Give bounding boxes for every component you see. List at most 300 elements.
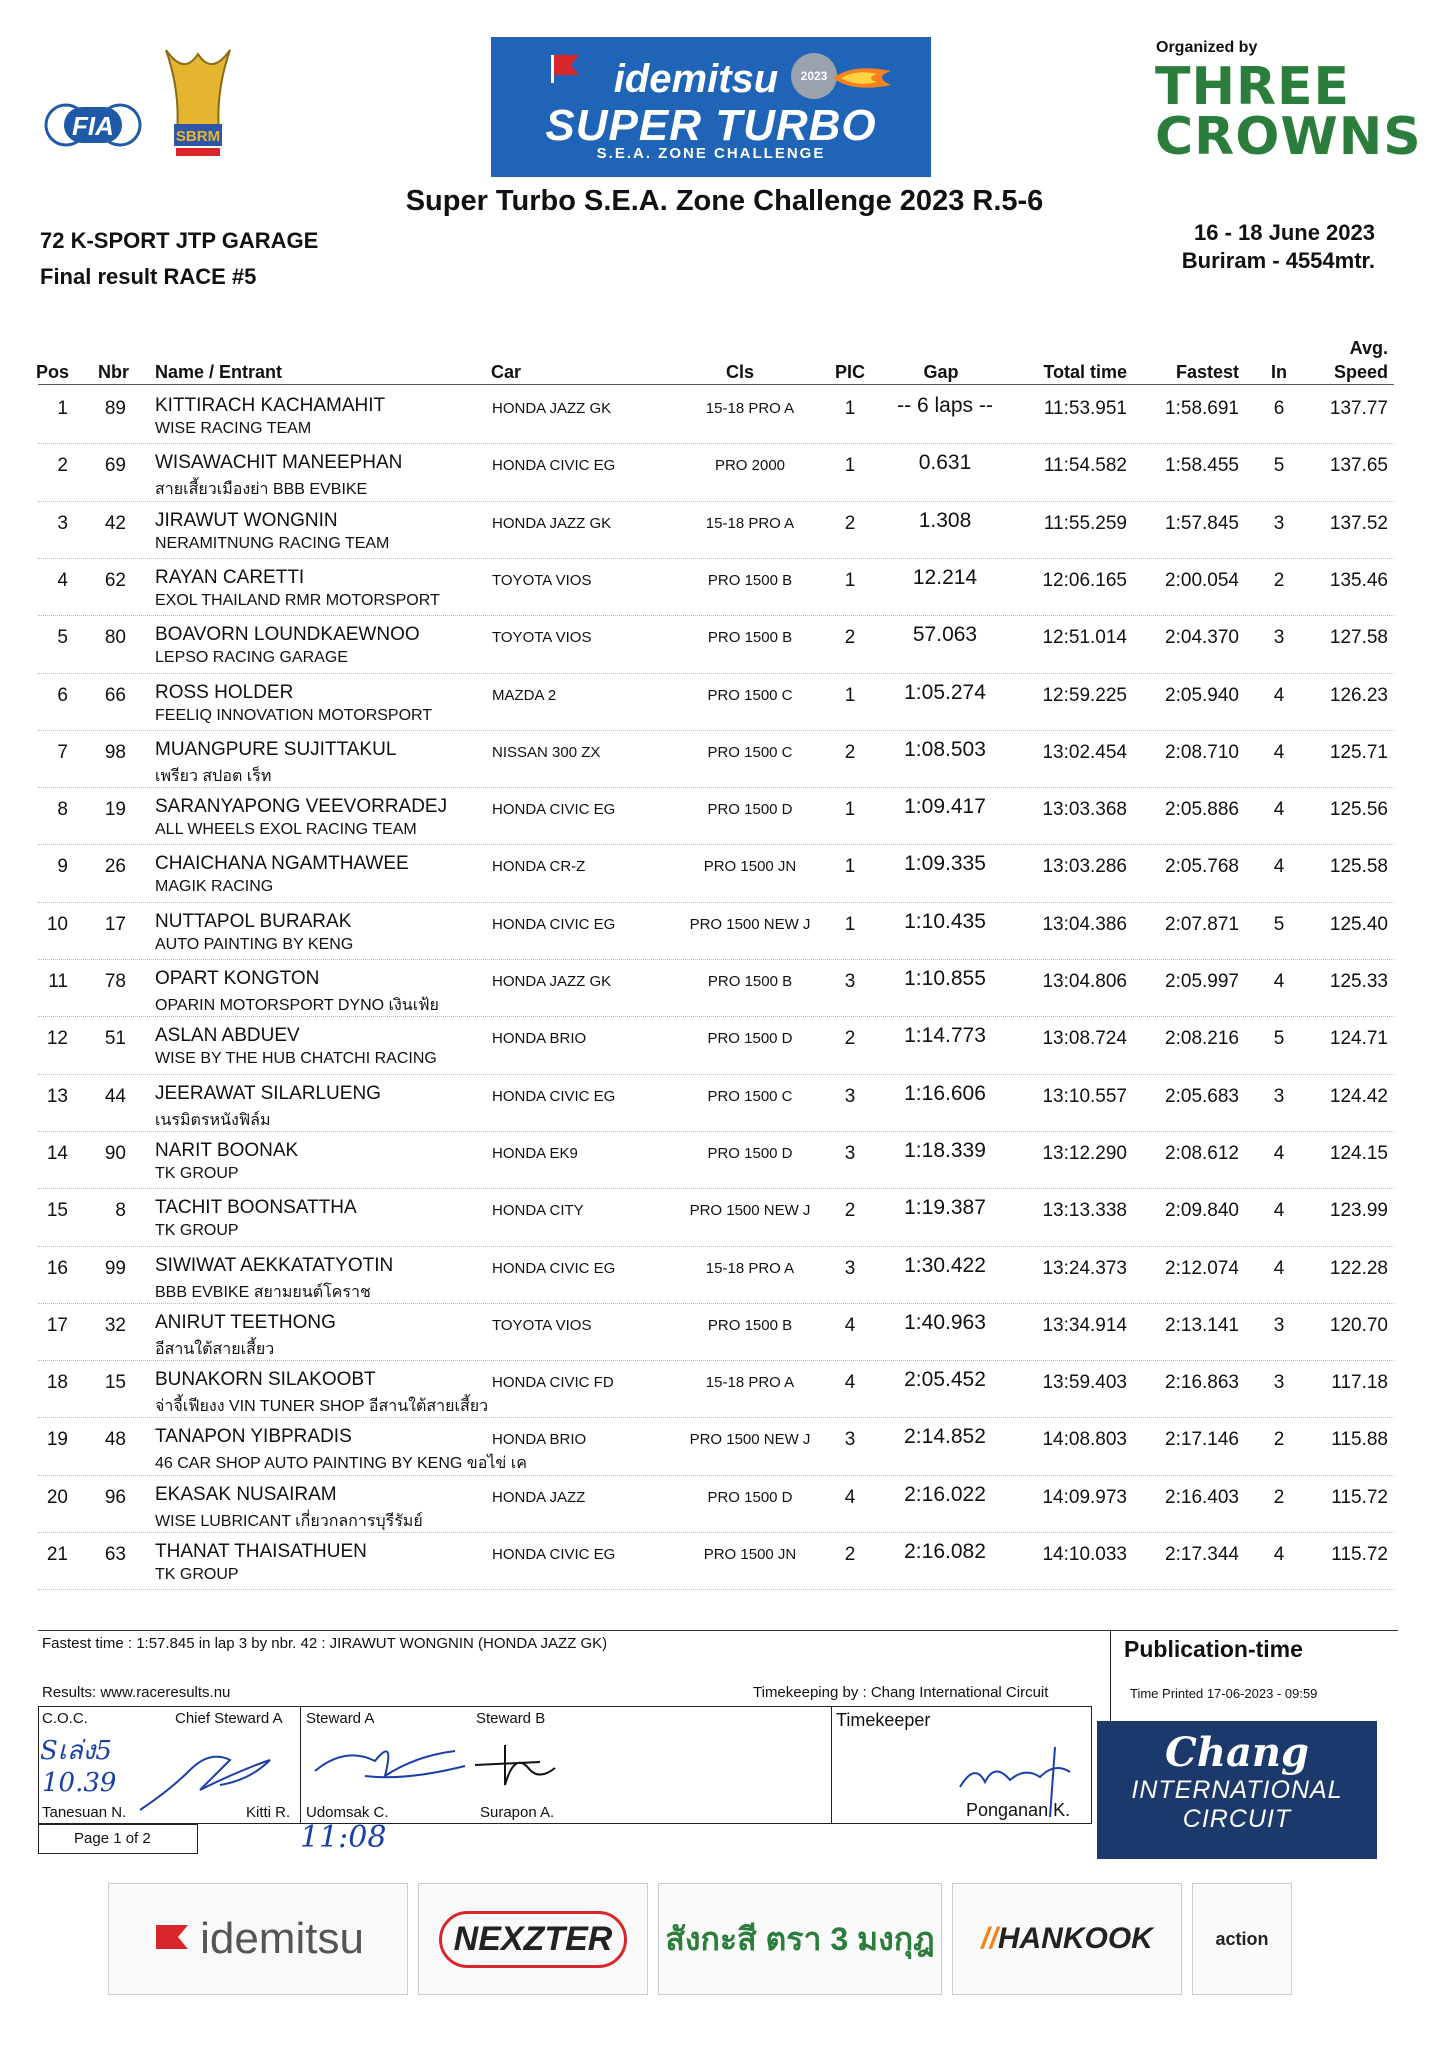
cell-nbr: 66 — [104, 684, 126, 706]
page-number: Page 1 of 2 — [74, 1830, 151, 1847]
cell-pos: 20 — [46, 1486, 68, 1508]
cell-speed: 124.71 — [1329, 1028, 1388, 1050]
cell-cls: PRO 1500 D — [707, 1488, 793, 1506]
cell-speed: 125.40 — [1329, 913, 1388, 935]
cell-pic: 2 — [844, 741, 856, 763]
row-divider — [38, 1360, 1394, 1361]
cell-entrant: TK GROUP — [155, 1164, 239, 1182]
cell-pic: 4 — [844, 1372, 856, 1394]
cell-car: HONDA CIVIC EG — [492, 1087, 616, 1105]
sponsor-three-crowns-zinc: สังกะสี ตรา 3 มงกุฎ — [658, 1883, 942, 1995]
cell-in: 5 — [1273, 455, 1285, 477]
cell-cls: PRO 2000 — [714, 457, 786, 475]
cell-car: MAZDA 2 — [492, 686, 557, 704]
cell-in: 4 — [1273, 1257, 1285, 1279]
fastest-time-note: Fastest time : 1:57.845 in lap 3 by nbr. 42 : JIRAWUT WONGNIN (HONDA JAZZ GK) — [42, 1635, 608, 1652]
col-car: Car — [491, 362, 522, 382]
three-crowns-logo: THREE CROWNS — [1155, 57, 1422, 167]
row-divider — [38, 1417, 1394, 1418]
cell-name: BOAVORN LOUNDKAEWNOO — [155, 624, 420, 646]
cell-gap: 2:05.452 — [904, 1368, 986, 1392]
cell-in: 3 — [1273, 1372, 1285, 1394]
cell-name: SIWIWAT AEKKATATYOTIN — [155, 1254, 394, 1276]
sponsor-nexzter: NEXZTER — [418, 1883, 648, 1995]
row-divider — [38, 1131, 1394, 1132]
cell-speed: 115.72 — [1331, 1544, 1388, 1565]
cell-in: 2 — [1273, 1429, 1285, 1451]
cell-pic: 1 — [844, 455, 856, 477]
cell-pos: 10 — [46, 913, 68, 935]
steward-b-name: Surapon A. — [480, 1804, 555, 1821]
cell-name: WISAWACHIT MANEEPHAN — [155, 452, 403, 474]
coc-label: C.O.C. — [42, 1710, 88, 1727]
cell-gap: 2:16.022 — [904, 1482, 986, 1506]
cell-pos: 13 — [46, 1085, 68, 1107]
cell-cls: PRO 1500 D — [707, 1030, 793, 1048]
cell-speed: 137.52 — [1329, 512, 1388, 534]
cell-total: 11:55.259 — [1043, 512, 1127, 534]
cell-in: 4 — [1273, 684, 1285, 706]
cell-gap: 1.308 — [918, 508, 972, 532]
cell-fastest: 2:08.710 — [1165, 741, 1239, 763]
cell-nbr: 98 — [104, 741, 126, 763]
super-turbo-banner — [491, 37, 931, 177]
entrant-title: 72 K-SPORT JTP GARAGE — [40, 228, 319, 253]
cell-car: HONDA JAZZ GK — [492, 514, 612, 532]
cell-total: 12:59.225 — [1042, 684, 1127, 706]
cell-entrant: อีสานใต้สายเสี้ยว — [155, 1340, 275, 1358]
cell-name: ASLAN ABDUEV — [155, 1025, 300, 1047]
cell-speed: 137.65 — [1329, 455, 1388, 477]
cell-total: 13:59.403 — [1042, 1372, 1127, 1394]
cell-car: HONDA BRIO — [492, 1030, 587, 1048]
row-divider — [38, 558, 1394, 559]
col-speed: Speed — [1333, 362, 1388, 382]
cell-name: RAYAN CARETTI — [155, 566, 305, 588]
cell-speed: 125.71 — [1329, 741, 1388, 763]
cell-pic: 3 — [844, 1257, 856, 1279]
cell-fastest: 1:58.691 — [1165, 398, 1239, 419]
cell-pic: 1 — [844, 799, 856, 821]
row-divider — [38, 1016, 1394, 1017]
cell-nbr: 48 — [104, 1429, 126, 1451]
cell-in: 2 — [1273, 569, 1285, 591]
sponsor-idemitsu: idemitsu — [108, 1883, 408, 1995]
col-total: Total time — [1043, 362, 1127, 382]
col-fastest: Fastest — [1175, 362, 1239, 382]
cell-total: 13:24.373 — [1042, 1257, 1127, 1279]
sbrm-logo — [162, 46, 234, 164]
cell-cls: 15-18 PRO A — [705, 1374, 795, 1392]
cell-speed: 124.42 — [1329, 1085, 1388, 1107]
timekeeping-note: Timekeeping by : Chang International Circuit — [753, 1684, 1049, 1701]
cell-fastest: 2:16.403 — [1165, 1486, 1239, 1508]
cell-cls: PRO 1500 C — [707, 686, 793, 704]
cell-cls: PRO 1500 JN — [703, 858, 797, 876]
organized-by-label: Organized by — [1156, 39, 1258, 56]
cell-pic: 1 — [844, 856, 856, 878]
idemitsu-flag-icon — [152, 1919, 192, 1959]
cell-fastest: 2:05.768 — [1165, 856, 1239, 878]
cell-name: OPART KONGTON — [155, 968, 320, 989]
cell-cls: PRO 1500 C — [707, 743, 793, 761]
cell-nbr: 90 — [104, 1142, 126, 1164]
cell-speed: 125.33 — [1329, 971, 1388, 992]
cell-speed: 123.99 — [1329, 1200, 1388, 1222]
cell-in: 4 — [1273, 1544, 1285, 1565]
cell-fastest: 2:16.863 — [1165, 1372, 1239, 1394]
row-divider — [38, 1188, 1394, 1189]
cell-gap: 1:05.274 — [904, 680, 986, 704]
steward-b-label: Steward B — [476, 1710, 546, 1727]
cell-entrant: WISE RACING TEAM — [155, 420, 312, 437]
cell-total: 14:08.803 — [1042, 1429, 1127, 1451]
sponsor-hankook: //HANKOOK — [952, 1883, 1182, 1995]
cell-car: HONDA EK9 — [492, 1144, 578, 1162]
cell-nbr: 99 — [104, 1257, 126, 1279]
row-divider — [38, 1074, 1394, 1075]
cell-total: 13:03.286 — [1042, 856, 1127, 878]
cell-gap: -- 6 laps -- — [897, 394, 993, 417]
cell-entrant: 46 CAR SHOP AUTO PAINTING BY KENG ขอไข่ เค — [155, 1455, 527, 1473]
cell-fastest: 2:08.612 — [1165, 1142, 1239, 1164]
cell-entrant: เนรมิตรหนังฟิล์ม — [155, 1111, 271, 1129]
cell-in: 3 — [1273, 1085, 1285, 1107]
cell-gap: 1:08.503 — [904, 737, 986, 761]
cell-cls: 15-18 PRO A — [705, 514, 795, 532]
cell-pic: 1 — [844, 398, 856, 419]
footer-rule — [38, 1630, 1398, 1631]
cell-entrant: TK GROUP — [155, 1222, 239, 1240]
cell-total: 13:12.290 — [1042, 1142, 1127, 1164]
cell-nbr: 26 — [104, 856, 126, 878]
row-divider — [38, 501, 1394, 502]
cell-gap: 1:10.855 — [904, 967, 986, 990]
footer-divider — [1110, 1630, 1111, 1730]
cell-in: 3 — [1273, 1314, 1285, 1336]
col-in: In — [1271, 362, 1287, 382]
cell-name: THANAT THAISATHUEN — [155, 1541, 367, 1562]
cell-fastest: 2:17.146 — [1165, 1429, 1239, 1451]
cell-name: KITTIRACH KACHAMAHIT — [155, 395, 386, 416]
steward-b-signature — [470, 1740, 560, 1795]
cell-fastest: 1:58.455 — [1165, 455, 1239, 477]
row-divider — [38, 673, 1394, 674]
cell-entrant: TK GROUP — [155, 1566, 239, 1583]
cell-speed: 120.70 — [1329, 1314, 1388, 1336]
cell-nbr: 69 — [104, 455, 126, 477]
cell-car: HONDA JAZZ GK — [492, 400, 612, 417]
cell-pic: 1 — [844, 913, 856, 935]
cell-speed: 126.23 — [1329, 684, 1388, 706]
cell-total: 13:10.557 — [1042, 1085, 1127, 1107]
timekeeper-name: Ponganan K. — [966, 1800, 1071, 1820]
event-date: 16 - 18 June 2023 — [1193, 220, 1375, 245]
cell-entrant: ALL WHEELS EXOL RACING TEAM — [155, 821, 417, 839]
row-divider — [38, 730, 1394, 731]
header-rule — [38, 384, 1394, 385]
steward-a-signature — [305, 1726, 475, 1801]
cell-nbr: 42 — [104, 512, 126, 534]
cell-car: HONDA CIVIC FD — [492, 1374, 614, 1392]
banner-subtitle: S.E.A. ZONE CHALLENGE — [596, 145, 826, 162]
chief-steward-label: Chief Steward A — [175, 1710, 283, 1727]
cell-name: ANIRUT TEETHONG — [155, 1311, 336, 1333]
cell-car: HONDA CIVIC EG — [492, 457, 616, 475]
cell-gap: 0.631 — [918, 451, 972, 475]
cell-fastest: 2:05.683 — [1165, 1085, 1239, 1107]
cell-gap: 1:19.387 — [904, 1196, 986, 1220]
cell-nbr: 62 — [104, 569, 126, 591]
row-divider — [38, 844, 1394, 845]
cell-in: 4 — [1273, 1200, 1285, 1222]
cell-nbr: 78 — [104, 971, 126, 992]
cell-pic: 3 — [844, 1142, 856, 1164]
cell-pic: 2 — [844, 1200, 856, 1222]
cell-car: HONDA BRIO — [492, 1431, 587, 1449]
cell-name: ROSS HOLDER — [155, 681, 294, 703]
row-divider — [38, 1532, 1394, 1533]
cell-pic: 2 — [844, 627, 856, 649]
cell-nbr: 44 — [104, 1085, 126, 1107]
cell-pos: 14 — [46, 1142, 68, 1164]
cell-pos: 15 — [46, 1200, 68, 1222]
cell-pic: 4 — [844, 1486, 856, 1508]
cell-in: 4 — [1273, 856, 1285, 878]
cell-cls: 15-18 PRO A — [705, 1259, 795, 1277]
cell-nbr: 17 — [104, 913, 126, 935]
cell-car: TOYOTA VIOS — [492, 571, 592, 589]
fia-logo — [44, 95, 142, 155]
cell-pos: 18 — [46, 1372, 68, 1394]
cell-total: 11:54.582 — [1043, 455, 1127, 477]
cell-entrant: OPARIN MOTORSPORT DYNO เงินเฟ้ย — [155, 997, 439, 1014]
cell-entrant: NERAMITNUNG RACING TEAM — [155, 534, 390, 552]
cell-in: 5 — [1273, 913, 1285, 935]
cell-pos: 8 — [57, 799, 68, 821]
coc-handwriting-1: Sเล่ง5 — [40, 1736, 112, 1766]
svg-text:FIA: FIA — [72, 111, 114, 141]
col-pos: Pos — [36, 362, 70, 382]
timekeeper-label: Timekeeper — [836, 1710, 931, 1730]
cell-entrant: WISE BY THE HUB CHATCHI RACING — [155, 1050, 437, 1068]
sponsor-action: action — [1192, 1883, 1292, 1995]
steward-a-label: Steward A — [306, 1710, 375, 1727]
cell-fastest: 2:08.216 — [1165, 1028, 1239, 1050]
cell-car: HONDA JAZZ GK — [492, 973, 612, 990]
cell-name: NUTTAPOL BURARAK — [155, 910, 352, 932]
time-printed: Time Printed 17-06-2023 - 09:59 — [1130, 1686, 1318, 1701]
cell-car: HONDA CIVIC EG — [492, 915, 616, 933]
cell-nbr: 19 — [104, 799, 126, 821]
cell-speed: 137.77 — [1329, 398, 1388, 419]
cell-gap: 1:14.773 — [904, 1024, 986, 1048]
coc-name: Tanesuan N. — [42, 1804, 127, 1821]
row-divider — [38, 1246, 1394, 1247]
cell-total: 12:06.165 — [1042, 569, 1127, 591]
cell-fastest: 2:05.997 — [1165, 971, 1239, 992]
cell-name: SARANYAPONG VEEVORRADEJ — [155, 796, 448, 818]
cell-name: JEERAWAT SILARLUENG — [155, 1082, 381, 1104]
cell-gap: 1:09.417 — [904, 795, 986, 819]
cell-cls: PRO 1500 NEW J — [689, 915, 811, 933]
cell-nbr: 32 — [104, 1314, 126, 1336]
cell-fastest: 1:57.845 — [1165, 512, 1239, 534]
cell-fastest: 2:12.074 — [1165, 1257, 1239, 1279]
cell-fastest: 2:09.840 — [1165, 1200, 1239, 1222]
cell-car: HONDA CIVIC EG — [492, 1546, 616, 1563]
cell-name: EKASAK NUSAIRAM — [155, 1483, 337, 1505]
cell-gap: 2:16.082 — [904, 1540, 986, 1563]
cell-entrant: LEPSO RACING GARAGE — [155, 649, 348, 667]
cell-pos: 3 — [57, 512, 68, 534]
event-venue: Buriram - 4554mtr. — [1181, 248, 1375, 273]
cell-car: HONDA CR-Z — [492, 858, 586, 876]
cell-cls: PRO 1500 D — [707, 1144, 793, 1162]
col-name: Name / Entrant — [155, 362, 283, 382]
cell-total: 13:04.806 — [1042, 971, 1127, 992]
col-nbr: Nbr — [98, 362, 129, 382]
cell-pos: 16 — [46, 1257, 68, 1279]
cell-pos: 19 — [46, 1429, 68, 1451]
coc-handwriting-2: 10.39 — [42, 1768, 117, 1798]
turbo-badge: 2023 — [791, 53, 837, 99]
cell-in: 3 — [1273, 627, 1285, 649]
cell-total: 11:53.951 — [1043, 398, 1127, 419]
page-title: Super Turbo S.E.A. Zone Challenge 2023 R.5-6 — [405, 185, 1044, 217]
cell-name: TACHIT BOONSATTHA — [155, 1197, 357, 1219]
cell-pos: 11 — [48, 971, 68, 992]
cell-total: 13:02.454 — [1042, 741, 1127, 763]
cell-entrant: จ่าจี้เฟียงง VIN TUNER SHOP อีสานใต้สายเสี้ยว — [155, 1398, 489, 1416]
cell-pos: 9 — [57, 856, 68, 878]
svg-text:SBRM: SBRM — [175, 128, 221, 145]
cell-car: TOYOTA VIOS — [492, 629, 592, 647]
cell-cls: PRO 1500 B — [707, 571, 793, 589]
row-divider — [38, 1475, 1394, 1476]
cell-name: MUANGPURE SUJITTAKUL — [155, 738, 397, 760]
cell-fastest: 2:17.344 — [1165, 1544, 1239, 1565]
cell-nbr: 80 — [104, 627, 126, 649]
cell-gap: 57.063 — [912, 623, 978, 647]
handwritten-time: 11:08 — [300, 1820, 387, 1855]
cell-total: 13:03.368 — [1042, 799, 1127, 821]
cell-fastest: 2:05.886 — [1165, 799, 1239, 821]
cell-pos: 1 — [57, 398, 68, 419]
cell-cls: PRO 1500 B — [707, 629, 793, 647]
cell-pos: 6 — [57, 684, 68, 706]
cell-gap: 1:10.435 — [904, 909, 986, 933]
chief-steward-name: Kitti R. — [246, 1804, 291, 1821]
cell-name: CHAICHANA NGAMTHAWEE — [155, 853, 409, 875]
cell-gap: 1:09.335 — [904, 852, 986, 876]
cell-cls: PRO 1500 JN — [703, 1546, 797, 1563]
cell-pos: 17 — [46, 1314, 68, 1336]
cell-total: 13:04.386 — [1042, 913, 1127, 935]
cell-nbr: 96 — [104, 1486, 126, 1508]
race-label: Final result RACE #5 — [40, 264, 257, 289]
results-url: Results: www.raceresults.nu — [42, 1684, 231, 1701]
banner-brand: idemitsu — [613, 57, 779, 101]
cell-name: TANAPON YIBPRADIS — [155, 1426, 352, 1448]
cell-entrant: สายเสี้ยวเมืองย่า BBB EVBIKE — [155, 481, 368, 499]
cell-pic: 3 — [844, 971, 856, 992]
cell-speed: 125.58 — [1329, 856, 1388, 878]
cell-total: 14:10.033 — [1042, 1544, 1127, 1565]
cell-in: 6 — [1273, 398, 1285, 419]
col-pic: PIC — [834, 362, 865, 382]
cell-pic: 2 — [844, 512, 856, 534]
cell-fastest: 2:04.370 — [1165, 627, 1239, 649]
cell-total: 13:13.338 — [1042, 1200, 1127, 1222]
steward-a-name: Udomsak C. — [306, 1804, 389, 1821]
cell-pic: 3 — [844, 1085, 856, 1107]
cell-speed: 115.72 — [1331, 1486, 1388, 1508]
cell-in: 4 — [1273, 741, 1285, 763]
cell-cls: PRO 1500 NEW J — [689, 1202, 811, 1220]
cell-in: 5 — [1273, 1028, 1285, 1050]
cell-gap: 1:40.963 — [904, 1310, 986, 1334]
cell-gap: 12.214 — [912, 565, 978, 589]
row-divider — [38, 443, 1394, 444]
cell-pic: 2 — [844, 1028, 856, 1050]
cell-cls: PRO 1500 B — [707, 973, 793, 990]
cell-entrant: เพรียว สปอต เร็ท — [155, 767, 272, 785]
cell-name: NARIT BOONAK — [155, 1139, 299, 1161]
cell-pos: 21 — [46, 1544, 68, 1565]
cell-pic: 4 — [844, 1314, 856, 1336]
row-divider — [38, 615, 1394, 616]
cell-nbr: 8 — [115, 1200, 126, 1222]
cell-cls: PRO 1500 B — [707, 1316, 793, 1334]
cell-pos: 2 — [57, 455, 68, 477]
cell-speed: 115.88 — [1331, 1429, 1388, 1451]
row-divider — [38, 1303, 1394, 1304]
cell-entrant: BBB EVBIKE สยามยนต์โคราช — [155, 1283, 371, 1301]
cell-cls: 15-18 PRO A — [705, 400, 795, 417]
cell-pos: 5 — [57, 627, 68, 649]
cell-pic: 2 — [844, 1544, 856, 1565]
cell-total: 14:09.973 — [1042, 1486, 1127, 1508]
cell-total: 13:08.724 — [1042, 1028, 1127, 1050]
cell-fastest: 2:13.141 — [1165, 1314, 1239, 1336]
cell-total: 12:51.014 — [1042, 627, 1127, 649]
cell-car: HONDA CIVIC EG — [492, 1259, 616, 1277]
cell-entrant: EXOL THAILAND RMR MOTORSPORT — [155, 591, 440, 609]
cell-name: JIRAWUT WONGNIN — [155, 509, 338, 531]
cell-entrant: FEELIQ INNOVATION MOTORSPORT — [155, 706, 433, 724]
publication-time-label: Publication-time — [1124, 1636, 1303, 1662]
cell-nbr: 63 — [104, 1544, 126, 1565]
cell-nbr: 15 — [104, 1372, 126, 1394]
cell-speed: 124.15 — [1329, 1142, 1388, 1164]
cell-cls: PRO 1500 C — [707, 1087, 793, 1105]
row-divider — [38, 902, 1394, 903]
cell-name: BUNAKORN SILAKOOBT — [155, 1369, 376, 1391]
cell-gap: 1:16.606 — [904, 1081, 986, 1105]
cell-pic: 1 — [844, 684, 856, 706]
cell-speed: 135.46 — [1329, 569, 1388, 591]
cell-in: 4 — [1273, 971, 1285, 992]
cell-in: 4 — [1273, 1142, 1285, 1164]
cell-car: HONDA JAZZ — [492, 1488, 586, 1506]
cell-total: 13:34.914 — [1042, 1314, 1127, 1336]
cell-car: TOYOTA VIOS — [492, 1316, 592, 1334]
chang-circuit-logo: Chang INTERNATIONAL CIRCUIT — [1097, 1721, 1377, 1859]
cell-pic: 1 — [844, 569, 856, 591]
cell-pos: 7 — [57, 741, 68, 763]
cell-entrant: AUTO PAINTING BY KENG — [155, 935, 354, 953]
